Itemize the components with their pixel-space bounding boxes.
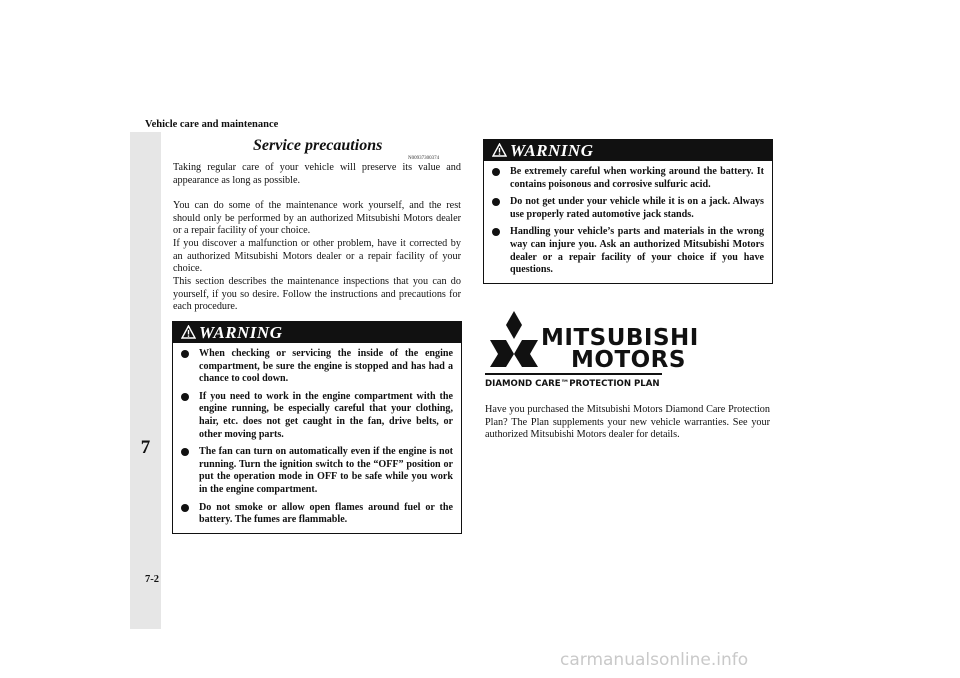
bullet-icon: [181, 504, 189, 512]
intro-paragraph-3: If you discover a malfunction or other problem, have it corrected by an authorized Mitsubishi Motors dealer or a repair facility of your choice.: [173, 238, 461, 275]
bullet-icon: [181, 350, 189, 358]
chapter-number: 7: [140, 437, 151, 458]
bullet-icon: [492, 228, 500, 236]
warning-item: Handling your vehicle’s parts and materials in the wrong way can injure you. Ask an authorized Mitsubishi Motors dealer or a repair facility of your choice if you have questions.: [492, 226, 764, 276]
warning-label: WARNING: [199, 323, 283, 342]
section-header: Vehicle care and maintenance: [145, 119, 279, 130]
diamond-care-paragraph: Have you purchased the Mitsubishi Motors Diamond Care Protection Plan? The Plan supplements your new vehicle warranties. See your authorized Mitsubishi Motors dealer for details.: [485, 404, 770, 441]
warning-item: Do not get under your vehicle while it is on a jack. Always use properly rated automotive jack stands.: [492, 196, 764, 221]
logo-divider: [485, 373, 662, 375]
bullet-icon: [492, 168, 500, 176]
warning-item: Be extremely careful when working around the battery. It contains poisonous and corrosive sulfuric acid.: [492, 166, 764, 191]
watermark: carmanualsonline.info: [560, 650, 749, 670]
warning-item: The fan can turn on automatically even if the engine is not running. Turn the ignition switch to the “OFF” position or put the operation mode in OFF to be safe while you work in the engine compartment.: [181, 446, 453, 496]
chapter-tab: [130, 132, 161, 629]
warning-item: If you need to work in the engine compartment with the engine running, be especially careful that your clothing, hair, etc. does not get caught in the fan, drive belts, or other moving parts.: [181, 391, 453, 441]
bullet-icon: [492, 198, 500, 206]
mitsubishi-diamonds-logo-icon: [486, 310, 542, 368]
warning-label: WARNING: [510, 141, 594, 160]
bullet-icon: [181, 393, 189, 401]
warning-item: Do not smoke or allow open flames around fuel or the battery. The fumes are flammable.: [181, 502, 453, 527]
reference-code: N00937300374: [408, 156, 440, 161]
intro-paragraph-4: This section describes the maintenance inspections that you can do yourself, if you so desire. Follow the instructions and precautions for each procedure.: [173, 276, 461, 313]
warning-item: When checking or servicing the inside of the engine compartment, be sure the engine is stopped and has had a chance to cool down.: [181, 348, 453, 386]
warning-triangle-icon: [181, 325, 196, 339]
warning-header: [173, 322, 461, 343]
warning-box-right: [483, 139, 773, 284]
warning-box-left: [172, 321, 462, 534]
page-title: Service precautions: [253, 137, 383, 154]
logo-subtitle: DIAMOND CARE™PROTECTION PLAN: [485, 379, 660, 389]
page-number: 7-2: [145, 574, 159, 585]
intro-paragraph-2: You can do some of the maintenance work yourself, and the rest should only be performed by an authorized Mitsubishi Motors dealer or a repair facility of your choice.: [173, 200, 461, 237]
intro-paragraph-1: Taking regular care of your vehicle will preserve its value and appearance as long as possible.: [173, 162, 461, 186]
logo-text-motors: MOTORS: [571, 347, 686, 373]
logo-text-mitsubishi: MITSUBISHI: [541, 325, 699, 351]
warning-triangle-icon: [492, 143, 507, 157]
warning-header: [484, 140, 772, 161]
bullet-icon: [181, 448, 189, 456]
